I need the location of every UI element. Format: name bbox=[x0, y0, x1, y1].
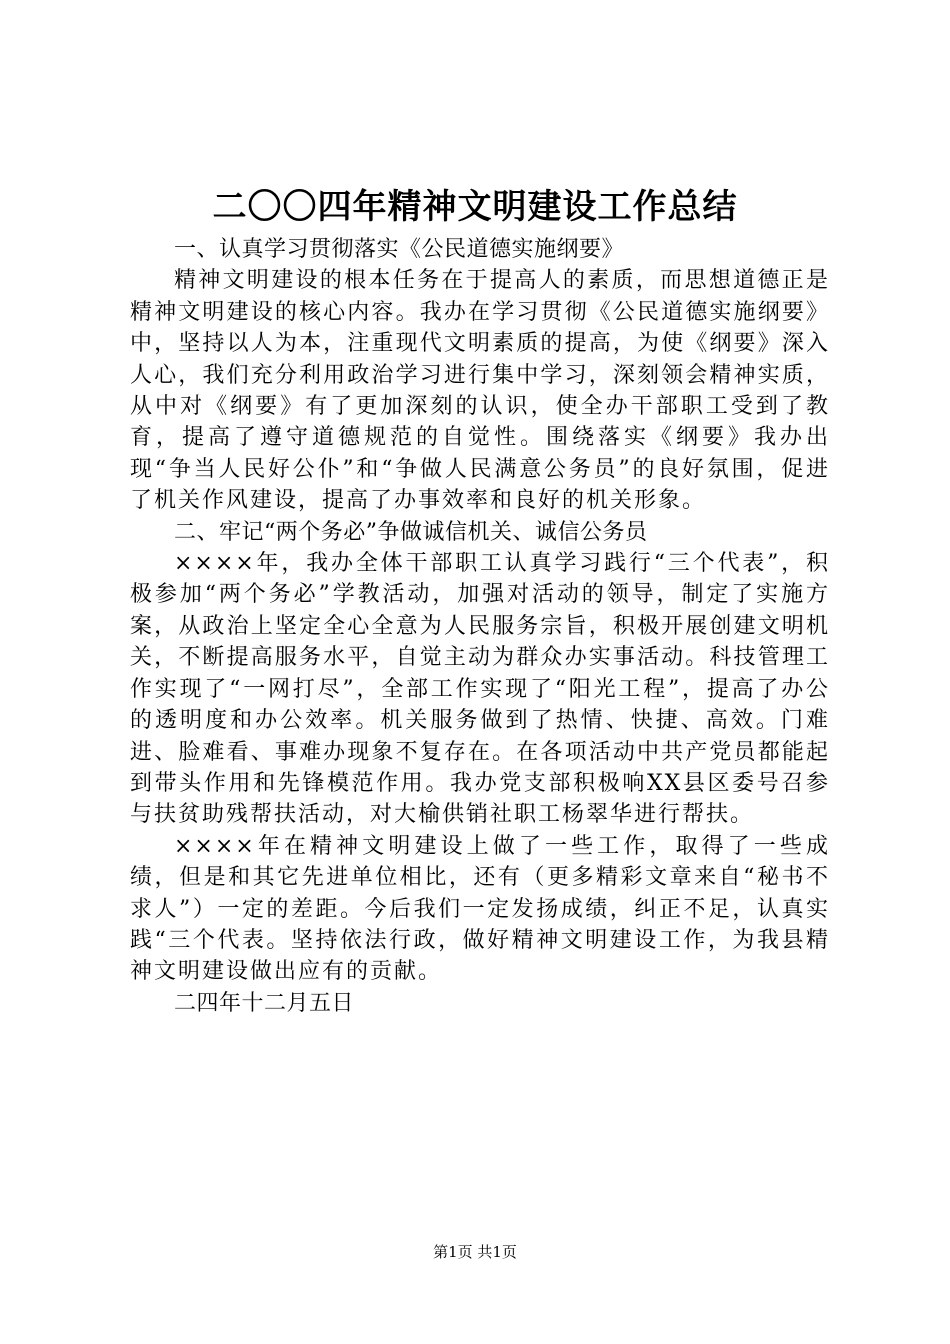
paragraph-2: ××××年，我办全体干部职工认真学习践行“三个代表”，积极参加“两个务必”学教活动，加强对活动的领导，制定了实施方案，从政治上坚定全心全意为人民服务宗旨，积极开展创建文明机关，不断提高服务水平，自觉主动为群众办实事活动。科技管理工作实现了“一网打尽”，全部工作实现了“阳光工程”，提高了办公的透明度和办公效率。机关服务做到了热情、快捷、高效。门难进、脸难看、事难办现象不复存在。在各项活动中共产党员都能起到带头作用和先锋模范作用。我办党支部积极响XX县区委号召参与扶贫助残帮扶活动，对大榆供销社职工杨翠华进行帮扶。 bbox=[130, 551, 830, 828]
section-heading-2: 二、牢记“两个务必”争做诚信机关、诚信公务员 bbox=[174, 519, 648, 545]
paragraph-3: ××××年在精神文明建设上做了一些工作，取得了一些成绩，但是和其它先进单位相比，还有（更多精彩文章来自“秘书不求人”）一定的差距。今后我们一定发扬成绩，纠正不足，认真实践“三个代表。坚持依法行政，做好精神文明建设工作，为我县精神文明建设做出应有的贡献。 bbox=[130, 833, 830, 985]
section-heading-1: 一、认真学习贯彻落实《公民道德实施纲要》 bbox=[174, 237, 625, 262]
paragraph-1: 精神文明建设的根本任务在于提高人的素质，而思想道德正是精神文明建设的核心内容。我办在学习贯彻《公民道德实施纲要》中，坚持以人为本，注重现代文明素质的提高，为使《纲要》深入人心，我们充分利用政治学习进行集中学习，深刻领会精神实质，从中对《纲要》有了更加深刻的认识，使全办干部职工受到了教育，提高了遵守道德规范的自觉性。围绕落实《纲要》我办出现“争当人民好公仆”和“争做人民满意公务员”的良好氛围，促进了机关作风建设，提高了办事效率和良好的机关形象。 bbox=[130, 268, 830, 514]
document-date: 二四年十二月五日 bbox=[174, 990, 355, 1016]
document-body bbox=[130, 234, 830, 1019]
page-footer: 第1页 共1页 bbox=[433, 1243, 517, 1261]
document-title: 二〇〇四年精神文明建设工作总结 bbox=[212, 187, 738, 227]
